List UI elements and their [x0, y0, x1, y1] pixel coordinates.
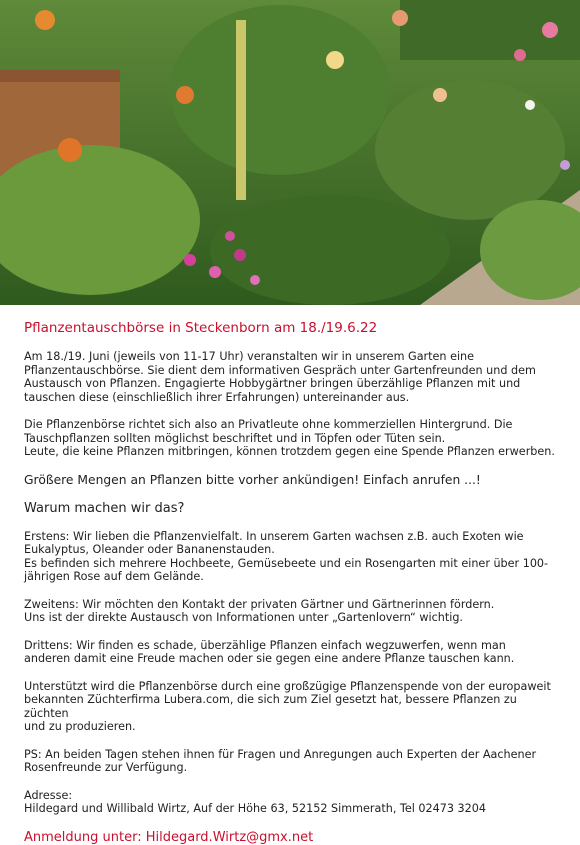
ps-line: Rosenfreunde zur Verfügung.	[24, 761, 188, 774]
notice-text: Größere Mengen an Pflanzen bitte vorher ankündigen! Einfach anrufen ...!	[24, 472, 481, 487]
first-line: jährigen Rose auf dem Gelände.	[24, 570, 204, 583]
ps-paragraph	[24, 748, 556, 775]
intro-paragraph	[24, 350, 556, 404]
intro-line: Austausch von Pflanzen. Engagierte Hobbygärtner bringen überzählige Pflanzen mit und	[24, 377, 521, 390]
intro-line: tauschen diese (einschließlich ihrer Erfahrungen) untereinander aus.	[24, 390, 410, 404]
ps-line: PS: An beiden Tagen stehen ihnen für Fragen und Anregungen auch Experten der Aachener	[24, 747, 537, 761]
sponsor-paragraph	[24, 680, 556, 734]
audience-line: Tauschpflanzen sollten möglichst beschriftet und in Töpfen oder Tüten sein.	[24, 431, 446, 445]
registration-link[interactable]: Anmeldung unter: Hildegard.Wirtz@gmx.net	[24, 829, 314, 845]
address-block	[24, 789, 556, 816]
address-line: Hildegard und Willibald Wirtz, Auf der Höhe 63, 52152 Simmerath, Tel 02473 3204	[24, 802, 487, 815]
second-reason	[24, 598, 556, 625]
second-line: Zweitens: Wir möchten den Kontakt der privaten Gärtner und Gärtnerinnen fördern.	[24, 597, 495, 611]
intro-line: Am 18./19. Juni (jeweils von 11-17 Uhr) veranstalten wir in unserem Garten eine	[24, 350, 475, 363]
third-line: Drittens: Wir finden es schade, überzählige Pflanzen einfach wegzuwerfen, wenn man	[24, 638, 506, 652]
address-label: Adresse:	[24, 788, 73, 802]
intro-line: Pflanzentauschbörse. Sie dient dem informativen Gespräch unter Gartenfreunden und dem	[24, 363, 536, 377]
sponsor-line: und zu produzieren.	[24, 720, 136, 733]
first-line: Es befinden sich mehrere Hochbeete, Gemüsebeete und ein Rosengarten mit einer über 100-	[24, 556, 549, 570]
why-heading: Warum machen wir das?	[24, 500, 185, 516]
third-line: anderen damit eine Freude machen oder sie gegen eine andere Pflanze tauschen kann.	[24, 652, 515, 665]
audience-line: Leute, die keine Pflanzen mitbringen, können trotzdem gegen eine Spende Pflanzen erwerben.	[24, 445, 555, 458]
second-line: Uns ist der direkte Austausch von Informationen unter „Gartenlovern“ wichtig.	[24, 611, 463, 624]
third-reason	[24, 639, 556, 666]
first-line: Eukalyptus, Oleander oder Bananenstauden.	[24, 543, 275, 556]
audience-paragraph	[24, 418, 556, 459]
garden-illustration	[0, 0, 580, 305]
garden-photo	[0, 0, 580, 305]
sponsor-line: Unterstützt wird die Pflanzenbörse durch eine großzügige Pflanzenspende von der europaweit	[24, 679, 551, 693]
audience-line: Die Pflanzenbörse richtet sich also an Privatleute ohne kommerziellen Hintergrund. Die	[24, 418, 513, 431]
page-title: Pflanzentauschbörse in Steckenborn am 18./19.6.22	[24, 320, 378, 336]
sponsor-line: bekannten Züchterfirma Lubera.com, die sich zum Ziel gesetzt hat, bessere Pflanzen zu züchten	[24, 693, 517, 720]
first-line: Erstens: Wir lieben die Pflanzenvielfalt. In unserem Garten wachsen z.B. auch Exoten wie	[24, 529, 524, 543]
first-reason	[24, 530, 556, 584]
